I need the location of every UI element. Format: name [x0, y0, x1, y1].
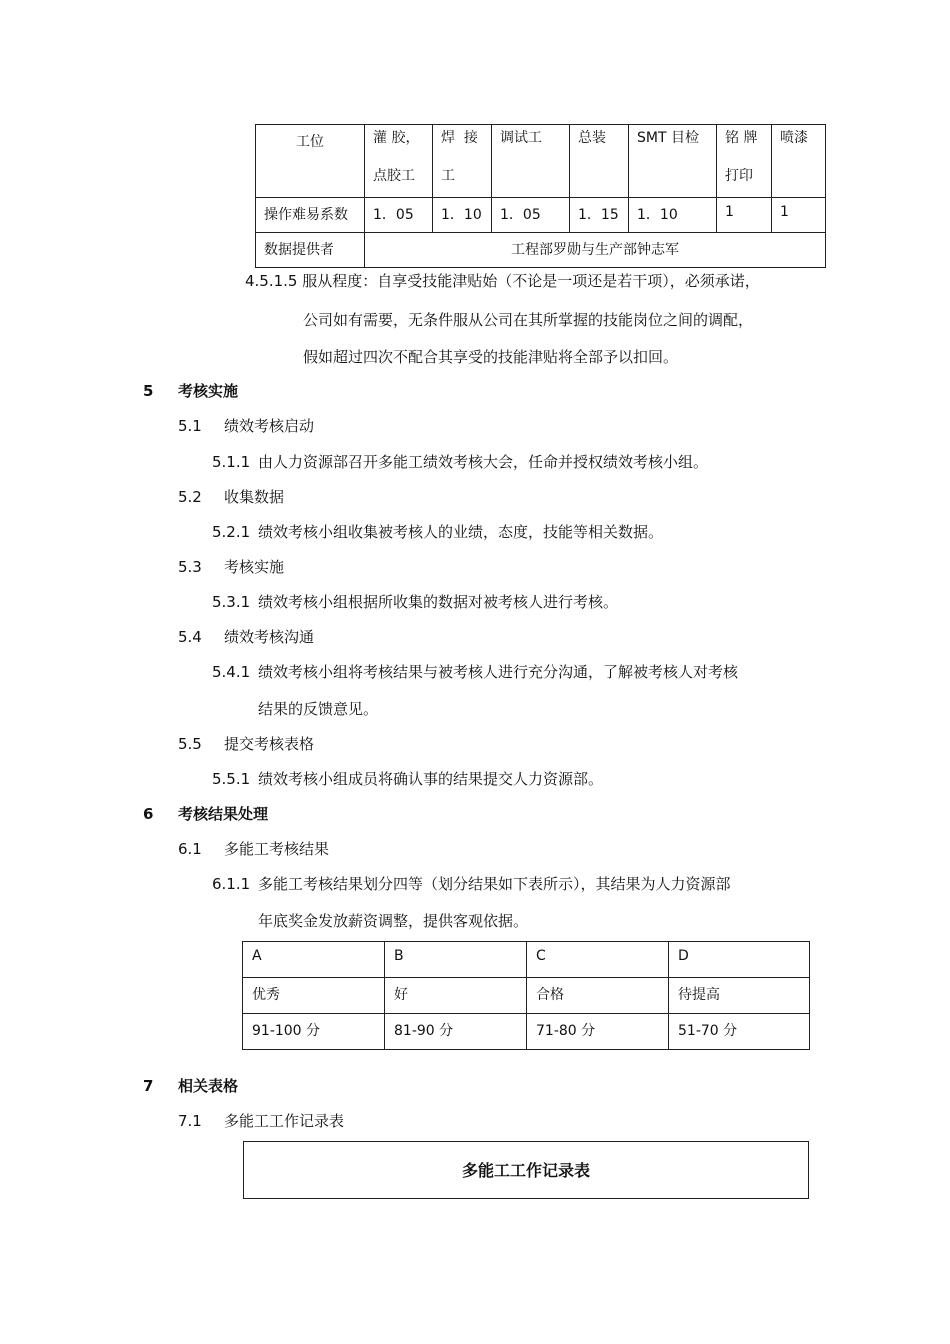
grade-label-cell: 合格 — [527, 978, 669, 1014]
coefficient-cell: 1．10 — [433, 198, 492, 233]
coefficient-cell: 1．15 — [570, 198, 629, 233]
clause: 5.5.1 绩效考核小组成员将确认事的结果提交人力资源部。 — [212, 770, 604, 788]
header-row — [256, 125, 826, 198]
grade-label-cell: 好 — [385, 978, 527, 1014]
clause: 5.1.1 由人力资源部召开多能工绩效考核大会，任命并授权绩效考核小组。 — [212, 453, 709, 471]
header-cell: 铭 牌 打印 — [717, 125, 772, 198]
clause-continuation: 结果的反馈意见。 — [258, 700, 379, 718]
range-row — [243, 1014, 810, 1050]
clause-number: 4.5.1.5 — [245, 272, 298, 290]
row-label: 操作难易系数 — [256, 198, 365, 233]
grade-range-cell: 51-70 分 — [669, 1014, 810, 1050]
provider-row — [256, 233, 826, 268]
section-heading: 5 考核实施 — [143, 382, 239, 400]
grade-range-cell: 71-80 分 — [527, 1014, 669, 1050]
header-cell-position: 工位 — [256, 125, 365, 198]
clause-4515-line2: 公司如有需要，无条件服从公司在其所掌握的技能岗位之间的调配， — [303, 311, 754, 329]
subsection-heading: 5.5 提交考核表格 — [178, 735, 315, 753]
coefficient-cell: 1 — [717, 198, 772, 233]
subsection-heading: 5.4 绩效考核沟通 — [178, 628, 315, 646]
grade-label-cell: 优秀 — [243, 978, 385, 1014]
subsection-heading: 7.1 多能工工作记录表 — [178, 1112, 345, 1130]
grade-range-cell: 81-90 分 — [385, 1014, 527, 1050]
header-cell: 调试工 — [492, 125, 570, 198]
subsection-heading: 5.3 考核实施 — [178, 558, 285, 576]
grade-cell: C — [527, 942, 669, 978]
coefficient-row — [256, 198, 826, 233]
header-cell: 焊 接 工 — [433, 125, 492, 198]
coefficient-cell: 1．10 — [629, 198, 717, 233]
skill-coefficient-table — [255, 124, 826, 268]
grade-row — [243, 942, 810, 978]
clause: 5.3.1 绩效考核小组根据所收集的数据对被考核人进行考核。 — [212, 593, 619, 611]
provider-cell: 工程部罗勋与生产部钟志军 — [365, 233, 826, 268]
clause-4515-line3: 假如超过四次不配合其享受的技能津贴将全部予以扣回。 — [303, 348, 679, 366]
label-row — [243, 978, 810, 1014]
clause: 6.1.1 多能工考核结果划分四等（划分结果如下表所示），其结果为人力资源部 — [212, 875, 731, 893]
row-label: 数据提供者 — [256, 233, 365, 268]
subsection-heading: 6.1 多能工考核结果 — [178, 840, 330, 858]
grade-cell: A — [243, 942, 385, 978]
header-cell: 总装 — [570, 125, 629, 198]
clause-text: 服从程度：自享受技能津贴始（不论是一项还是若干项），必须承诺， — [302, 272, 760, 290]
form-title: 多能工工作记录表 — [461, 1161, 590, 1180]
header-cell: 喷漆 — [772, 125, 826, 198]
grade-cell: B — [385, 942, 527, 978]
clause-4515 — [245, 270, 760, 291]
clause-continuation: 年底奖金发放薪资调整，提供客观依据。 — [258, 912, 529, 930]
grade-table — [242, 941, 810, 1050]
subsection-heading: 5.1 绩效考核启动 — [178, 417, 315, 435]
clause: 5.2.1 绩效考核小组收集被考核人的业绩，态度，技能等相关数据。 — [212, 523, 664, 541]
header-cell: SMT 目检 — [629, 125, 717, 198]
clause: 5.4.1 绩效考核小组将考核结果与被考核人进行充分沟通，了解被考核人对考核 — [212, 663, 739, 681]
header-cell: 灌 胶， 点胶工 — [365, 125, 433, 198]
work-record-form-header — [243, 1141, 809, 1199]
grade-range-cell: 91-100 分 — [243, 1014, 385, 1050]
subsection-heading: 5.2 收集数据 — [178, 488, 285, 506]
coefficient-cell: 1 — [772, 198, 826, 233]
coefficient-cell: 1．05 — [492, 198, 570, 233]
section-heading: 7 相关表格 — [143, 1077, 239, 1095]
grade-cell: D — [669, 942, 810, 978]
section-heading: 6 考核结果处理 — [143, 805, 269, 823]
grade-label-cell: 待提高 — [669, 978, 810, 1014]
coefficient-cell: 1．05 — [365, 198, 433, 233]
